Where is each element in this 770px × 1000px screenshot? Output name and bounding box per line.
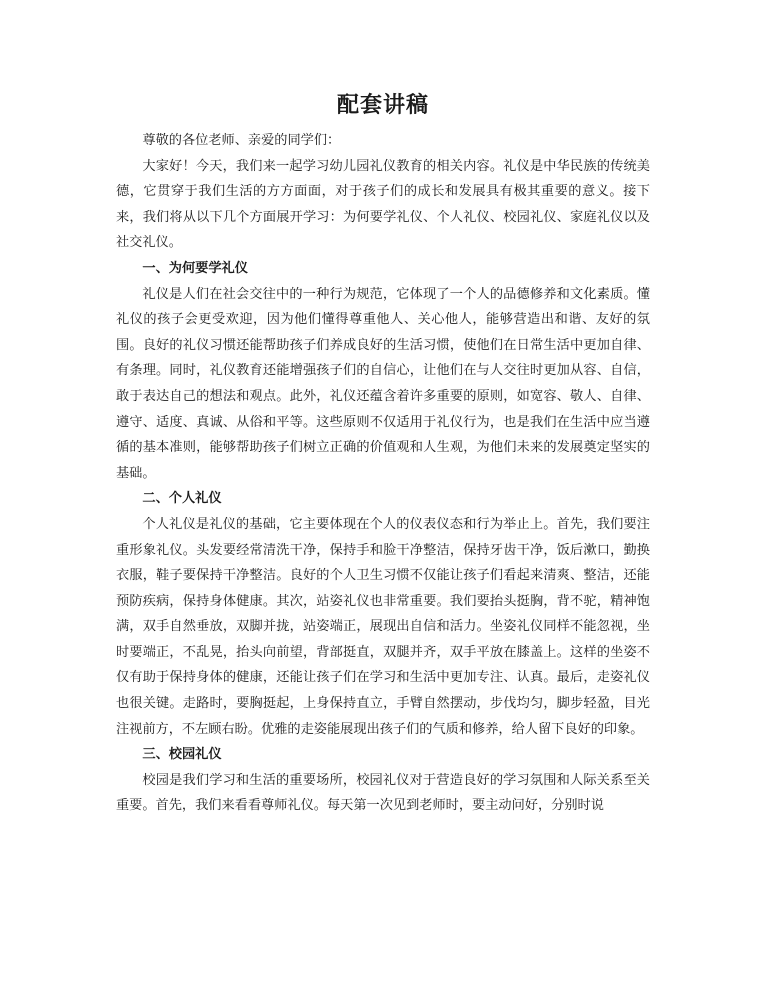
greeting-paragraph: 尊敬的各位老师、亲爱的同学们： [142, 133, 341, 148]
page-title: 配套讲稿 [336, 92, 429, 118]
section-body-campus-etiquette: 校园是我们学习和生活的重要场所，校园礼仪对于营造良好的学习氛围和人际关系至关重要。首先，我们来看看尊师礼仪。每天第一次见到老师时，要主动问好，分别时说 [116, 772, 650, 814]
section-body-personal-etiquette: 个人礼仪是礼仪的基础，它主要体现在个人的仪表仪态和行为举止上。首先，我们要注重形象礼仪。头发要经常清洗干净，保持手和脸干净整洁，保持牙齿干净，饭后漱口，勤换衣服，鞋子要保持干净整洁。良好的个人卫生习惯不仅能让孩子们看起来清爽、整洁，还能预防疾病，保持身体健康。其次，站姿礼仪也非常重要。我们要抬头挺胸，背不驼，精神饱满，双手自然垂放，双脚并拢，站姿端正，展现出自信和活力。坐姿礼仪同样不能忽视，坐时要端正，不乱晃，抬头向前望，背部挺直，双腿并齐，双手平放在膝盖上。这样的坐姿不仅有助于保持身体的健康，还能让孩子们在学习和生活中更加专注、认真。最后，走姿礼仪也很关键。走路时，要胸挺起，上身保持直立，手臂自然摆动，步伐均匀，脚步轻盈，目光注视前方，不左顾右盼。优雅的走姿能展现出孩子们的气质和修养，给人留下良好的印象。 [116, 516, 650, 737]
intro-paragraph: 大家好！今天，我们来一起学习幼儿园礼仪教育的相关内容。礼仪是中华民族的传统美德，它贯穿于我们生活的方方面面，对于孩子们的成长和发展具有极其重要的意义。接下来，我们将从以下几个方面展开学习：为何要学礼仪、个人礼仪、校园礼仪、家庭礼仪以及社交礼仪。 [116, 158, 650, 251]
section-heading-personal-etiquette: 二、个人礼仪 [142, 491, 222, 507]
section-heading-why-etiquette: 一、为何要学礼仪 [142, 260, 248, 276]
section-body-why-etiquette: 礼仪是人们在社会交往中的一种行为规范，它体现了一个人的品德修养和文化素质。懂礼仪的孩子会更受欢迎，因为他们懂得尊重他人、关心他人，能够营造出和谐、友好的氛围。良好的礼仪习惯还能帮助孩子们养成良好的生活习惯，使他们在日常生活中更加自律、有条理。同时，礼仪教育还能增强孩子们的自信心，让他们在与人交往时更加从容、自信，敢于表达自己的想法和观点。此外，礼仪还蕴含着许多重要的原则，如宽容、敬人、自律、遵守、适度、真诚、从俗和平等。这些原则不仅适用于礼仪行为，也是我们在生活中应当遵循的基本准则，能够帮助孩子们树立正确的价值观和人生观，为他们未来的发展奠定坚实的基础。 [116, 286, 650, 481]
section-heading-campus-etiquette: 三、校园礼仪 [142, 747, 222, 763]
document-page [116, 90, 650, 819]
